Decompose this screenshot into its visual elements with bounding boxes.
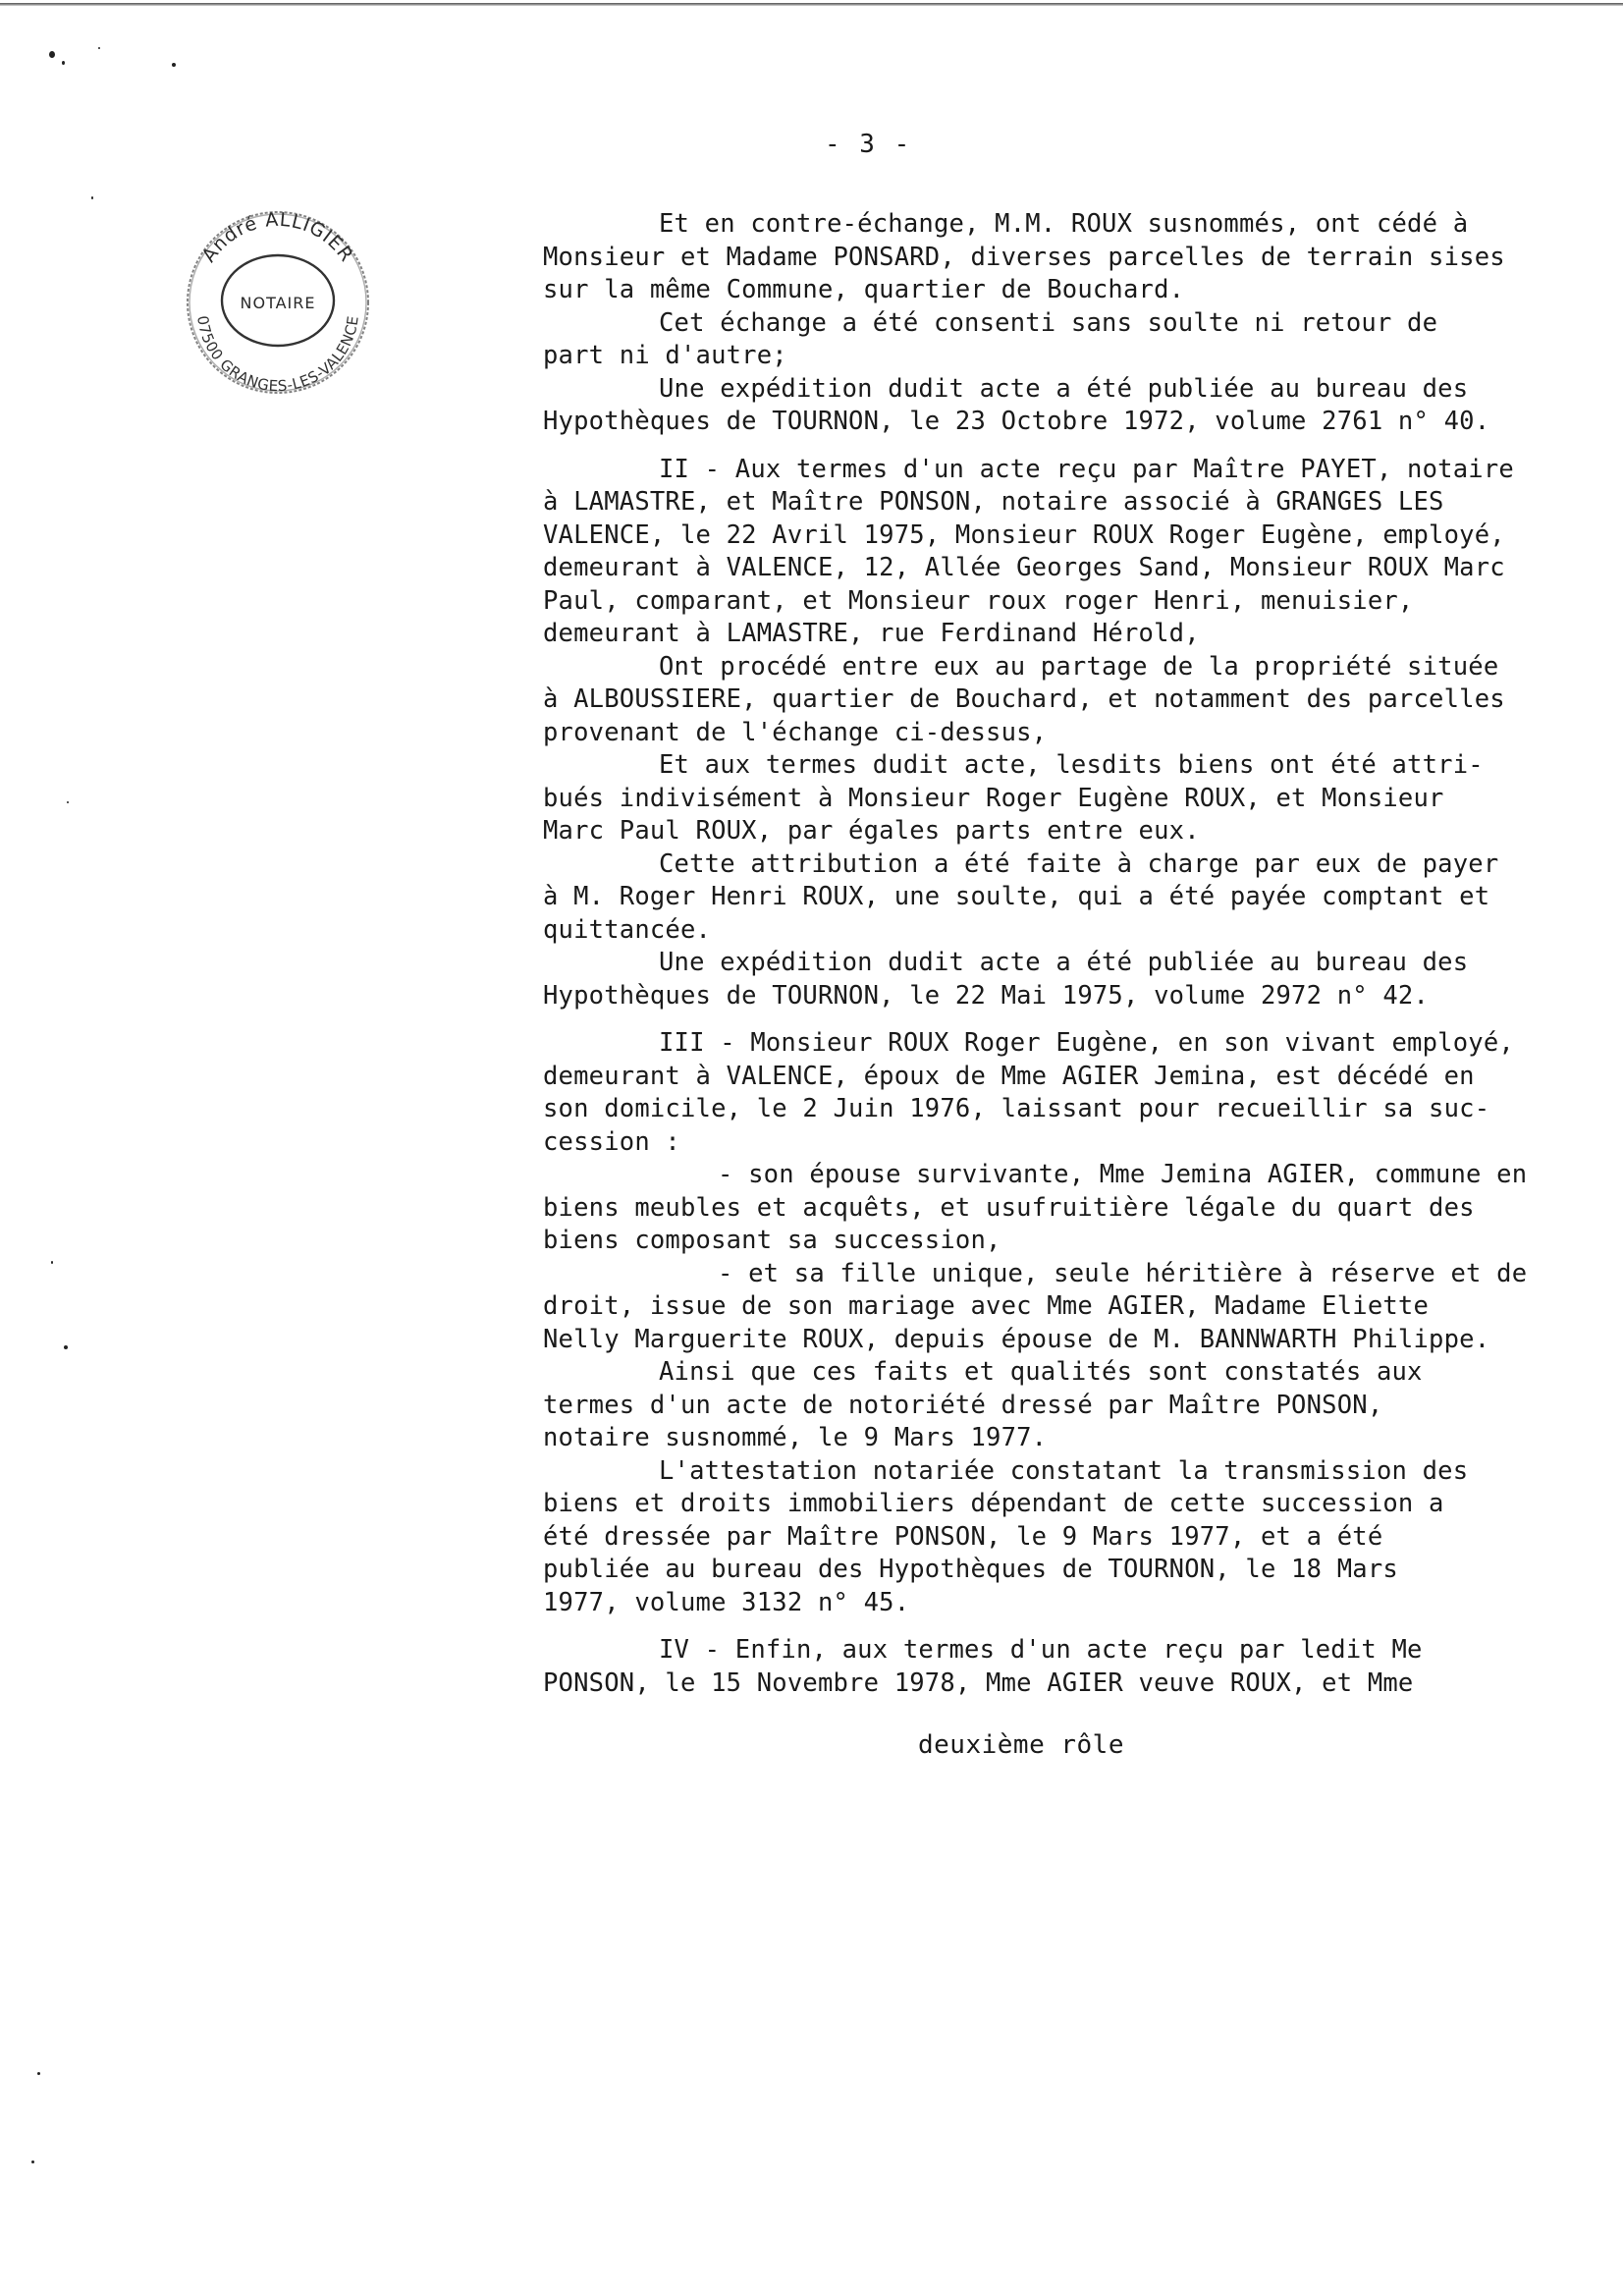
paragraph <box>543 749 1594 848</box>
paragraph <box>543 208 1594 307</box>
speck <box>67 801 69 803</box>
text-line: sur la même Commune, quartier de Bouchard. <box>543 275 1185 304</box>
text-line: PONSON, le 15 Novembre 1978, Mme AGIER veuve ROUX, et Mme <box>543 1667 1414 1698</box>
text-line: demeurant à VALENCE, époux de Mme AGIER Jemina, est décédé en <box>543 1061 1475 1091</box>
paragraph <box>543 947 1594 1012</box>
speck <box>51 1261 53 1264</box>
paragraph <box>543 373 1594 439</box>
document-body <box>543 208 1594 1700</box>
text-line: Nelly Marguerite ROUX, depuis épouse de M. BANNWARTH Philippe. <box>543 1324 1490 1354</box>
paragraph <box>543 848 1594 948</box>
notary-stamp <box>180 185 376 420</box>
text-line: 1977, volume 3132 n° 45. <box>543 1587 910 1617</box>
speck <box>62 61 65 65</box>
text-line: IV - Enfin, aux termes d'un acte reçu par ledit Me <box>659 1635 1423 1665</box>
text-line: Marc Paul ROUX, par égales parts entre eux. <box>543 816 1200 846</box>
text-line: demeurant à LAMASTRE, rue Ferdinand Hérold, <box>543 619 1200 648</box>
stamp-bottom-arc-text: 07500 GRANGES-LES-VALENCE <box>193 314 362 396</box>
text-line: demeurant à VALENCE, 12, Allée Georges Sand, Monsieur ROUX Marc <box>543 553 1505 582</box>
paragraph <box>543 1159 1594 1258</box>
text-line: Paul, comparant, et Monsieur roux roger Henri, menuisier, <box>543 585 1414 616</box>
text-line: à ALBOUSSIERE, quartier de Bouchard, et notamment des parcelles <box>543 684 1505 714</box>
text-line: part ni d'autre; <box>543 341 787 370</box>
text-line: droit, issue de son mariage avec Mme AGIER, Madame Eliette <box>543 1291 1430 1321</box>
text-line: Et en contre-échange, M.M. ROUX susnommés, ont cédé à <box>659 209 1469 239</box>
text-line: biens meubles et acquêts, et usufruitière légale du quart des <box>543 1192 1475 1223</box>
text-line: - et sa fille unique, seule héritière à réserve et de <box>718 1258 1528 1288</box>
paragraph <box>543 1455 1594 1620</box>
speck <box>91 196 93 199</box>
stamp-top-arc-text: André ALLIGIER <box>197 208 358 267</box>
paragraph <box>543 454 1594 651</box>
text-line: L'attestation notariée constatant la transmission des <box>659 1455 1469 1486</box>
text-line: à M. Roger Henri ROUX, une soulte, qui a été payée comptant et <box>543 882 1490 911</box>
text-line: termes d'un acte de notoriété dressé par Maître PONSON, <box>543 1390 1383 1420</box>
text-line: cession : <box>543 1126 680 1157</box>
text-line: Monsieur et Madame PONSARD, diverses parcelles de terrain sises <box>543 242 1505 272</box>
text-line: Une expédition dudit acte a été publiée au bureau des <box>659 948 1469 977</box>
speck <box>49 51 55 58</box>
text-line: Cette attribution a été faite à charge par eux de payer <box>659 848 1499 879</box>
text-line: son domicile, le 2 Juin 1976, laissant pour recueillir sa suc- <box>543 1094 1490 1123</box>
text-line: - son épouse survivante, Mme Jemina AGIER, commune en <box>718 1160 1528 1189</box>
paragraph <box>543 1356 1594 1455</box>
text-line: bués indivisément à Monsieur Roger Eugène ROUX, et Monsieur <box>543 783 1444 813</box>
text-line: provenant de l'échange ci-dessus, <box>543 717 1048 747</box>
text-line: Et aux termes dudit acte, lesdits biens ont été attri- <box>659 750 1484 780</box>
paragraph <box>543 1027 1594 1159</box>
text-line: quittancée. <box>543 914 712 945</box>
text-line: Une expédition dudit acte a été publiée au bureau des <box>659 373 1469 404</box>
text-line: Ainsi que ces faits et qualités sont constatés aux <box>659 1357 1423 1387</box>
text-line: biens composant sa succession, <box>543 1226 1001 1255</box>
speck <box>64 1345 68 1349</box>
text-line: à LAMASTRE, et Maître PONSON, notaire associé à GRANGES LES <box>543 487 1444 517</box>
text-line: été dressée par Maître PONSON, le 9 Mars 1977, et a été <box>543 1521 1383 1552</box>
speck <box>37 2072 40 2075</box>
page-footer-role: deuxième rôle <box>918 1730 1124 1760</box>
speck <box>98 47 100 49</box>
paragraph <box>543 651 1594 750</box>
text-line: biens et droits immobiliers dépendant de cette succession a <box>543 1489 1444 1518</box>
text-line: Hypothèques de TOURNON, le 22 Mai 1975, volume 2972 n° 42. <box>543 980 1430 1011</box>
stamp-center-text: NOTAIRE <box>240 294 316 312</box>
speck <box>172 63 176 67</box>
paragraph <box>543 1634 1594 1700</box>
text-line: notaire susnommé, le 9 Mars 1977. <box>543 1423 1048 1452</box>
paragraph <box>543 1258 1594 1357</box>
speck <box>31 2160 34 2163</box>
text-line: publiée au bureau des Hypothèques de TOURNON, le 18 Mars <box>543 1555 1398 1584</box>
text-line: Ont procédé entre eux au partage de la propriété située <box>659 651 1499 682</box>
text-line: Cet échange a été consenti sans soulte ni retour de <box>659 307 1438 338</box>
page-number: - 3 - <box>825 130 912 159</box>
text-line: III - Monsieur ROUX Roger Eugène, en son vivant employé, <box>659 1028 1514 1058</box>
text-line: Hypothèques de TOURNON, le 23 Octobre 1972, volume 2761 n° 40. <box>543 407 1490 436</box>
text-line: VALENCE, le 22 Avril 1975, Monsieur ROUX Roger Eugène, employé, <box>543 519 1505 550</box>
text-line: II - Aux termes d'un acte reçu par Maître PAYET, notaire <box>659 454 1514 484</box>
paragraph <box>543 307 1594 373</box>
top-scan-edge <box>0 3 1623 6</box>
notary-seal-icon <box>180 185 376 420</box>
